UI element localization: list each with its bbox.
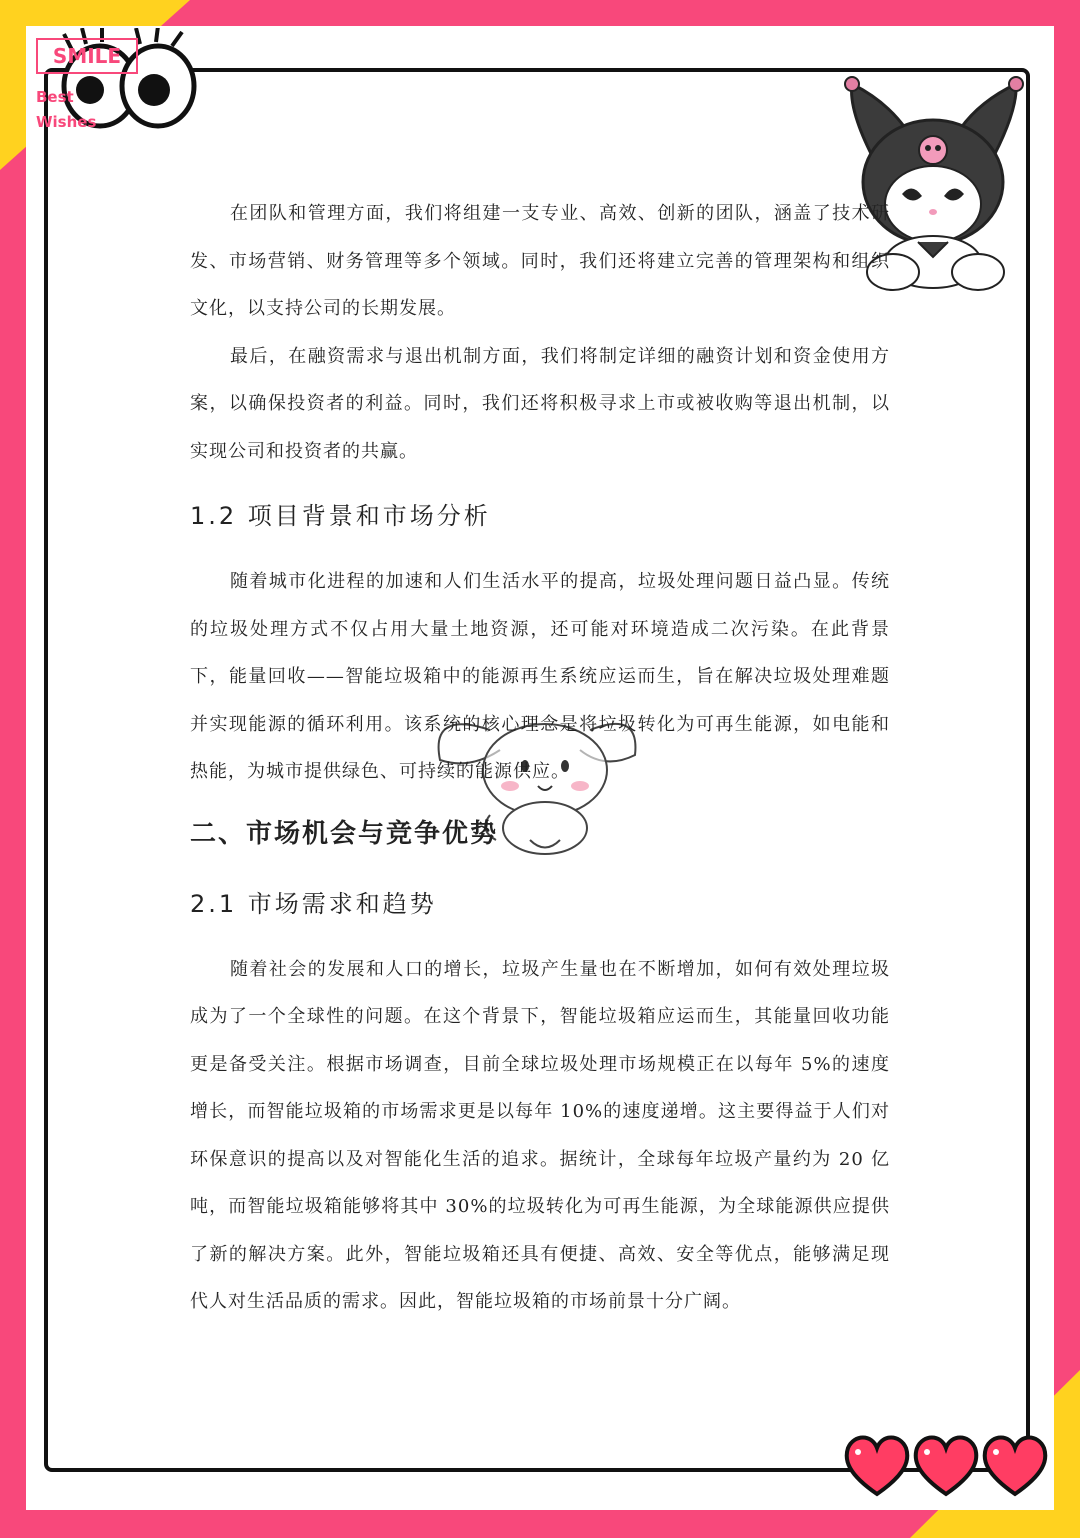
heading-section-2: 二、市场机会与竞争优势: [190, 818, 499, 849]
paragraph-team: 在团队和管理方面，我们将组建一支专业、高效、创新的团队，涵盖了技术研发、市场营销、财务管理等多个领域。同时，我们还将建立完善的管理架构和组织文化，以支持公司的长期发展。: [190, 203, 890, 319]
paragraph-background: 随着城市化进程的加速和人们生活水平的提高，垃圾处理问题日益凸显。传统的垃圾处理方式不仅占用大量土地资源，还可能对环境造成二次污染。在此背景下，能量回收——智能垃圾箱中的能源再生系统应运而生，旨在解决垃圾处理难题并实现能源的循环利用。该系统的核心理念是将垃圾转化为可再生能源，如电能和热能，为城市提供绿色、可持续的能源供应。: [190, 571, 890, 782]
paragraph-financing: 最后，在融资需求与退出机制方面，我们将制定详细的融资计划和资金使用方案，以确保投资者的利益。同时，我们还将积极寻求上市或被收购等退出机制，以实现公司和投资者的共赢。: [190, 345, 890, 462]
paragraph-market-demand: 随着社会的发展和人口的增长，垃圾产生量也在不断增加，如何有效处理垃圾成为了一个全球性的问题。在这个背景下，智能垃圾箱应运而生，其能量回收功能更是备受关注。根据市场调查，目前全球垃圾处理市场规模正在以每年 5%的速度增长，而智能垃圾箱的市场需求更是以每年 10%的速度递增。这主要得益于人们对环保意识的提高以及对智能化生活的追求。据统计，全球每年垃圾产量约为 20 亿吨，而智能垃圾箱能够将其中 30%的垃圾转化为可再生能源，为全球能源供应提供了新的解决方案。此外，智能垃圾箱还具有便捷、高效、安全等优点，能够满足现代人对生活品质的需求。因此，智能垃圾箱的市场前景十分广阔。: [190, 958, 890, 1312]
hearts-decoration: [842, 1430, 1052, 1500]
heart-icon: [847, 1438, 1046, 1495]
heading-2-1: 2.1 市场需求和趋势: [190, 889, 437, 918]
document-body: [190, 190, 890, 1326]
smile-label: SMILE: [36, 38, 138, 74]
heading-1-2: 1.2 项目背景和市场分析: [190, 502, 491, 530]
wish-line-2: Wishes: [36, 113, 97, 131]
wish-line-1: Best: [36, 88, 74, 106]
